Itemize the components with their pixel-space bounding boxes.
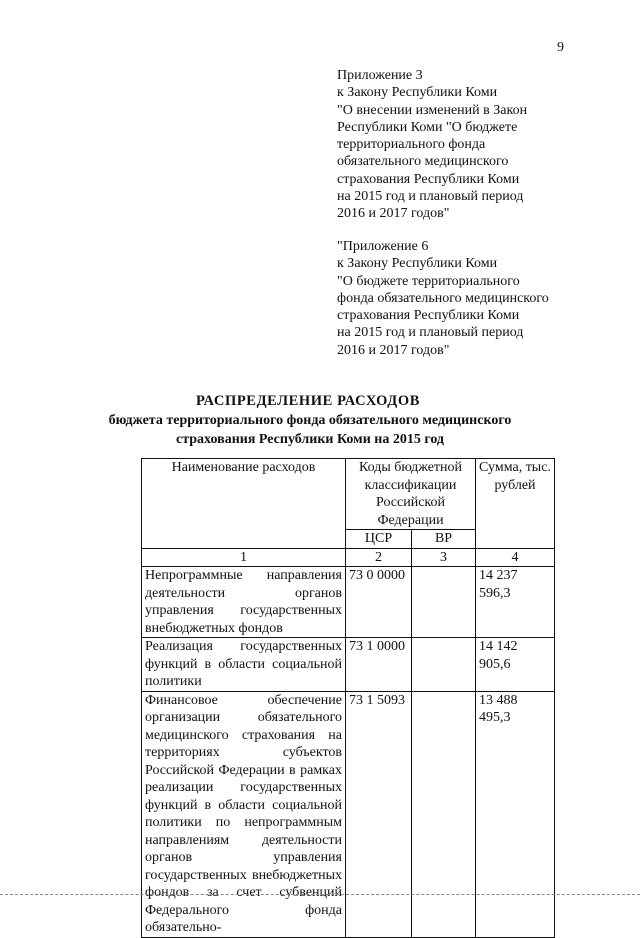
row-csr: 73 1 5093 — [346, 691, 412, 937]
header-codes: Коды бюджетной классификации Российской Федерации — [346, 459, 476, 530]
column-number: 2 — [346, 548, 412, 567]
annex-6-line: к Закону Республики Коми — [337, 256, 498, 272]
header-name: Наименование расходов — [142, 459, 346, 549]
table-column-numbers-row — [142, 548, 555, 567]
annex-3-line: на 2015 год и плановый период — [337, 189, 524, 205]
annex-3-line: Приложение 3 — [337, 68, 423, 83]
row-name: Финансовое обеспечение организации обязательного медицинского страхования на территориях субъектов Российской Федерации в рамках реализации государственных функций в области социальной политики по непрограммным направлениям деятельности органов управления государственных внебюджетных фондов за счет субвенций Федерального фонда обязательно- — [142, 691, 346, 937]
row-name: Реализация государственных функций в области социальной политики — [142, 638, 346, 692]
row-csr: 73 0 0000 — [346, 567, 412, 638]
annex-6-line: "О бюджете территориального — [337, 273, 520, 289]
annex-6-line: "Приложение 6 — [337, 239, 429, 254]
annex-3-line: территориального фонда — [337, 137, 486, 153]
header-csr: ЦСР — [346, 530, 412, 549]
annex-3-note — [337, 67, 527, 223]
page-number: 9 — [557, 40, 564, 55]
annex-6-line: фонда обязательного медицинского — [337, 290, 549, 306]
table-row — [142, 638, 555, 692]
column-number: 3 — [412, 548, 476, 567]
title-subtitle-line-1: бюджета территориального фонда обязательного медицинского — [108, 413, 512, 428]
row-sum: 14 142 905,6 — [476, 638, 555, 692]
row-csr: 73 1 0000 — [346, 638, 412, 692]
annex-6-line: страхования Республики Коми — [337, 308, 520, 324]
column-number: 4 — [476, 548, 555, 567]
row-sum: 14 237 596,3 — [476, 567, 555, 638]
header-vr: ВР — [412, 530, 476, 549]
title-main: РАСПРЕДЕЛЕНИЕ РАСХОДОВ — [195, 393, 421, 409]
title-subtitle-line-2: страхования Республики Коми на 2015 год — [175, 432, 445, 447]
expenses-table — [141, 458, 555, 938]
document-title — [0, 392, 640, 449]
annex-3-line: страхования Республики Коми — [337, 171, 520, 187]
annex-3-line: "О внесении изменений в Закон — [337, 102, 528, 118]
annex-3-line: Республики Коми "О бюджете — [337, 119, 518, 135]
page-bottom-edge — [0, 894, 640, 895]
row-vr — [412, 567, 476, 638]
row-vr — [412, 691, 476, 937]
annex-6-line: 2016 и 2017 годов" — [337, 342, 450, 358]
annex-3-line: к Закону Республики Коми — [337, 85, 498, 101]
table-header-row — [142, 459, 555, 530]
row-name: Непрограммные направления деятельности органов управления государственных внебюджетных фондов — [142, 567, 346, 638]
annex-3-line: обязательного медицинского — [337, 154, 509, 170]
row-sum: 13 488 495,3 — [476, 691, 555, 937]
annex-3-line: 2016 и 2017 годов" — [337, 206, 450, 222]
table-row — [142, 567, 555, 638]
row-vr — [412, 638, 476, 692]
table-row — [142, 691, 555, 937]
annex-6-note — [337, 238, 549, 359]
annex-6-line: на 2015 год и плановый период — [337, 325, 524, 341]
header-sum: Сумма, тыс. рублей — [476, 459, 555, 549]
column-number: 1 — [142, 548, 346, 567]
